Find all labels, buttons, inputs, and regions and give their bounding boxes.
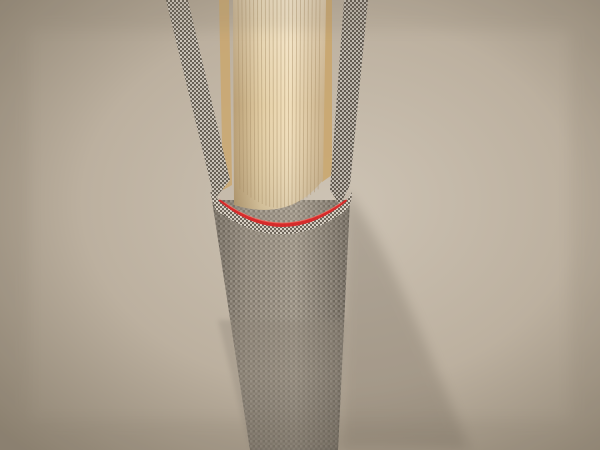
page-line bbox=[288, 0, 289, 207]
page-block bbox=[233, 0, 326, 210]
page-line bbox=[269, 0, 270, 207]
